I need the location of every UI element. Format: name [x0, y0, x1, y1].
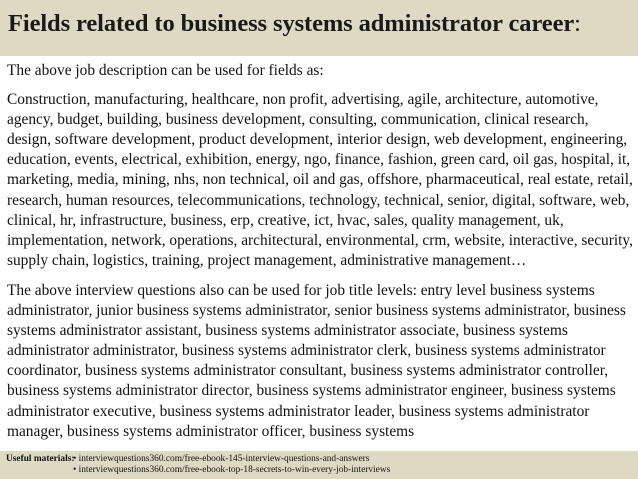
intro-paragraph: The above job description can be used for fields as:: [7, 62, 324, 79]
footer-bar: [0, 451, 638, 479]
title-bar: [0, 0, 638, 56]
page-title: [8, 10, 638, 38]
levels-paragraph: The above interview questions also can be used for job title levels: entry level business systems administrator, junior business systems administrator, senior business systems administrator, business systems administrator assistant, business systems administrator associate, business systems administrator administrator, business systems administrator clerk, business systems administrator coordinator, business systems administrator consultant, business systems administrator controller, business systems administrator director, business systems administrator engineer, business systems administrator executive, business systems administrator leader, business systems administrator manager, business systems administrator officer, business systems: [7, 281, 626, 440]
footer-link-18-secrets[interactable]: • interviewquestions360.com/free-ebook-top-18-secrets-to-win-every-job-interviews: [73, 465, 391, 475]
footer-label: Useful materials:: [6, 454, 75, 464]
footer-link-145-questions[interactable]: • interviewquestions360.com/free-ebook-145-interview-questions-and-answers: [73, 454, 370, 464]
footer-links: [73, 454, 390, 476]
slide-content: [7, 61, 635, 442]
page-title-colon: :: [574, 10, 581, 37]
fields-paragraph: Construction, manufacturing, healthcare, non profit, advertising, agile, architecture, automotive, agency, budget, building, business development, consulting, communication, clinical research, design, software development, product development, interior design, web development, engineering, education, events, electrical, exhibition, energy, ngo, finance, fashion, green card, oil gas, hospital, it, marketing, media, mining, nhs, non technical, oil and gas, offshore, pharmaceutical, real estate, retail, research, human resources, telecommunications, technology, technical, senior, digital, software, web, clinical, hr, infrastructure, business, erp, creative, ict, hvac, sales, quality management, uk, implementation, network, operations, architectural, environmental, crm, website, interactive, security, supply chain, logistics, training, project management, administrative management…: [7, 91, 633, 269]
page-title-text: Fields related to business systems administrator career: [8, 10, 575, 37]
